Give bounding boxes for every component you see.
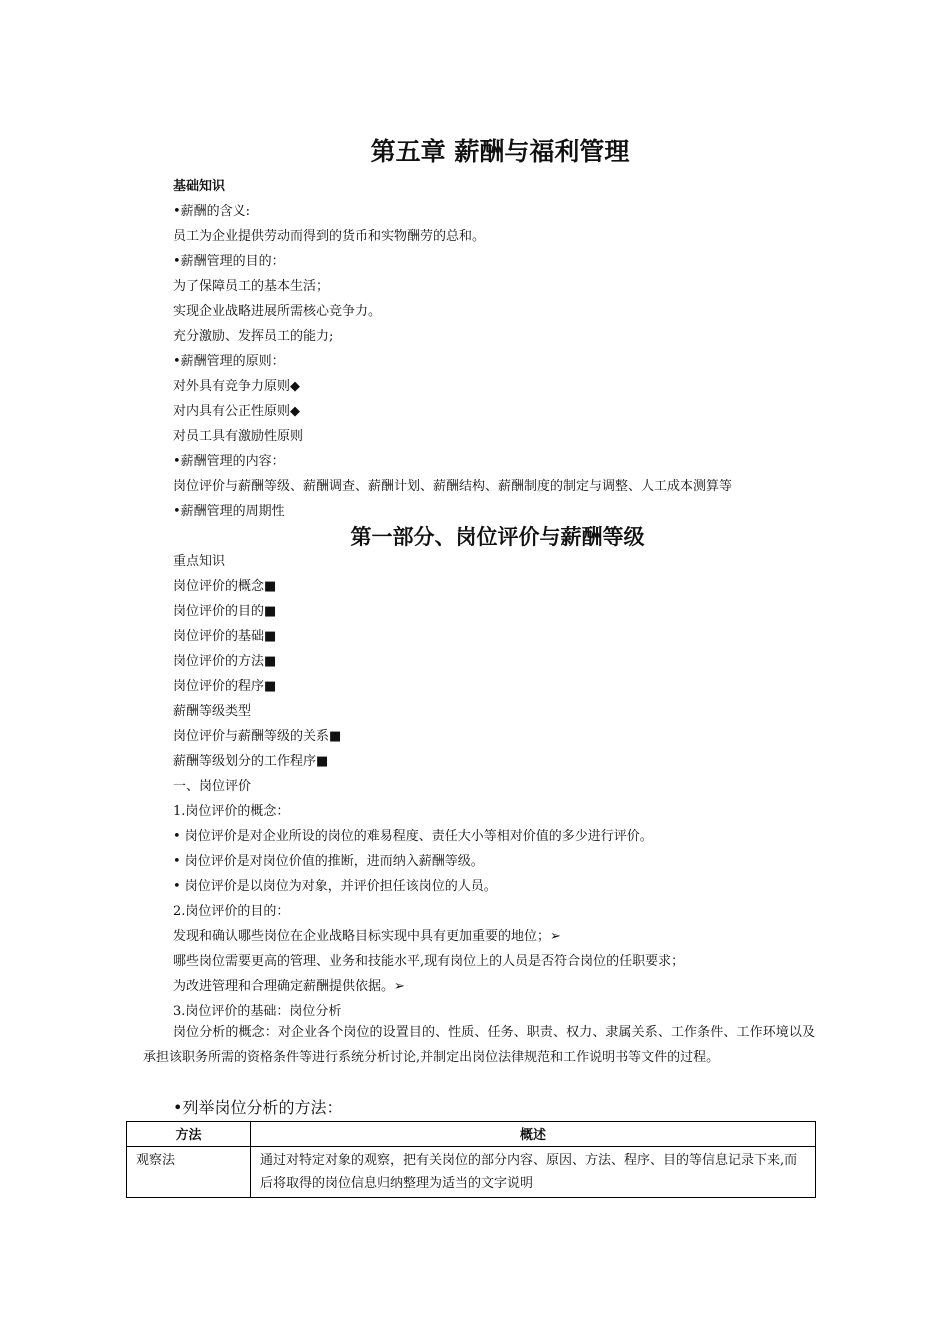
text-line: 员工为企业提供劳动而得到的货币和实物酬劳的总和。 [173, 229, 486, 244]
text-line: 对员工具有激励性原则 [173, 429, 304, 444]
text-line: • 岗位评价是对岗位价值的推断，进而纳入薪酬等级。 [173, 854, 484, 869]
chapter-title: 第五章 薪酬与福利管理 [370, 137, 630, 166]
text-line: 岗位评价的基础■ [173, 629, 277, 644]
text-line: •薪酬管理的目的： [173, 254, 285, 269]
methods-table [126, 1121, 816, 1198]
text-line: 发现和确认哪些岗位在企业战略目标实现中具有更加重要的地位；➢ [173, 929, 561, 944]
part-heading: 第一部分、岗位评价与薪酬等级 [350, 525, 645, 549]
methods-heading: •列举岗位分析的方法： [173, 1098, 343, 1117]
text-line: 为了保障员工的基本生活； [173, 279, 330, 294]
text-line: 岗位评价与薪酬等级的关系■ [173, 729, 342, 744]
job-analysis-paragraph: 岗位分析的概念：对企业各个岗位的设置目的、性质、任务、职责、权力、隶属关系、工作条件、工作环境以及承担该职务所需的资格条件等进行系统分析讨论,并制定出岗位法律规范和工作说明书等文件的过程。 [143, 1025, 815, 1065]
column-header-method: 方法 [127, 1122, 251, 1147]
text-line: 充分激励、发挥员工的能力; [173, 329, 334, 344]
table-header-row [127, 1122, 816, 1147]
text-line: •薪酬管理的周期性 [173, 504, 285, 519]
column-header-overview: 概述 [251, 1122, 816, 1147]
text-line: 一、岗位评价 [173, 779, 252, 794]
text-line: 哪些岗位需要更高的管理、业务和技能水平,现有岗位上的人员是否符合岗位的任职要求； [173, 954, 685, 969]
text-line: 岗位评价的方法■ [173, 654, 277, 669]
overview-cell: 通过对特定对象的观察，把有关岗位的部分内容、原因、方法、程序、目的等信息记录下来,而后将取得的岗位信息归纳整理为适当的文字说明 [251, 1147, 816, 1198]
text-line: 重点知识 [173, 554, 226, 569]
basics-heading: 基础知识 [173, 179, 226, 194]
text-line: 岗位评价的目的■ [173, 604, 277, 619]
text-line: • 岗位评价是以岗位为对象，并评价担任该岗位的人员。 [173, 879, 497, 894]
text-line: •薪酬管理的原则： [173, 354, 285, 369]
text-line: 薪酬等级划分的工作程序■ [173, 754, 329, 769]
text-line: 对外具有竞争力原则◆ [173, 379, 300, 394]
text-line: •薪酬的含义: [173, 204, 251, 219]
text-line: 薪酬等级类型 [173, 704, 252, 719]
text-line: 实现企业战略进展所需核心竞争力。 [173, 304, 382, 319]
text-line: •薪酬管理的内容： [173, 454, 285, 469]
text-line: 1.岗位评价的概念： [173, 804, 290, 819]
text-line: 岗位评价的概念■ [173, 579, 277, 594]
text-line: • 岗位评价是对企业所设的岗位的难易程度、责任大小等相对价值的多少进行评价。 [173, 829, 653, 844]
table-row [127, 1147, 816, 1198]
text-line: 3.岗位评价的基础：岗位分析 [173, 1004, 342, 1019]
text-line: 为改进管理和合理确定薪酬提供依据。➢ [173, 979, 405, 994]
method-cell: 观察法 [127, 1147, 251, 1198]
text-line: 对内具有公正性原则◆ [173, 404, 300, 419]
text-line: 岗位评价的程序■ [173, 679, 277, 694]
text-line: 岗位评价与薪酬等级、薪酬调查、薪酬计划、薪酬结构、薪酬制度的制定与调整、人工成本测算等 [173, 479, 733, 494]
text-line: 2.岗位评价的目的： [173, 904, 290, 919]
